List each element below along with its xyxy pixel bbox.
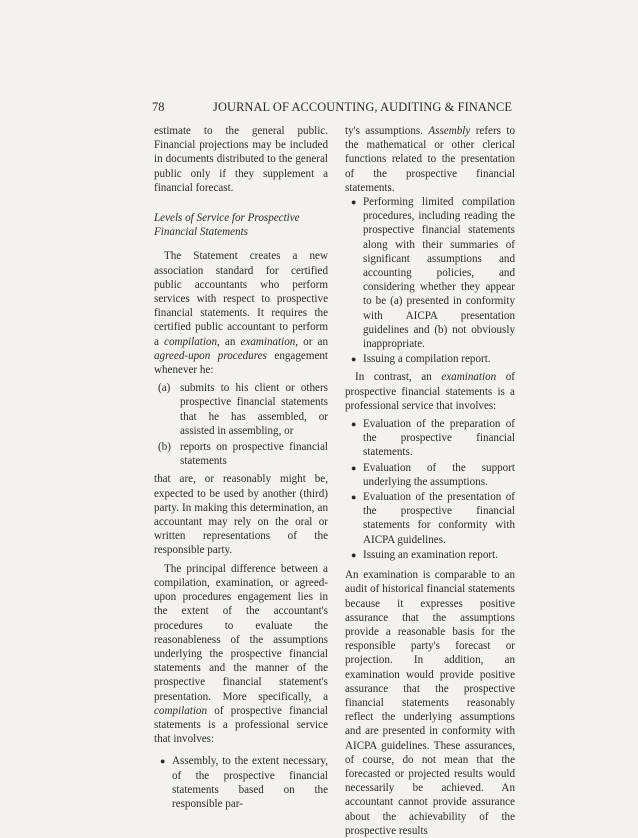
list-item: (a) submits to his client or others prospective financial statements that he has assembled, or assisted in assembling, or (158, 382, 328, 437)
lettered-list (154, 381, 328, 468)
bullet-icon: ● (351, 549, 357, 560)
running-header (152, 100, 512, 115)
bullet-icon: ● (351, 197, 357, 208)
list-item: ● Issuing an examination report. (351, 548, 498, 561)
section-subheading: Levels of Service for Prospective Financial Statements (154, 212, 300, 239)
term-compilation: compilation (154, 704, 207, 717)
list-item: ● Evaluation of the presentation of the prospective financial statements for conformity with AICPA guidelines. (351, 491, 515, 546)
list-item: ● Performing limited compilation procedures, including reading the prospective financial statements along with their summaries of significant assumptions and accounting policies, and considering whether they appear to be (a) presented in conformity with AICPA presentation guidelines and (b) not obviously inappropriate. (351, 196, 515, 351)
paragraph-4: The principal difference between a compilation, examination, or agreed-upon procedures engagement lies in the extent of the accountant's procedures to evaluate the reasonableness of the assumptions underlying the prospective financial statements and the manner of the prospective financial statement's presentation. More specifically, a compilation of prospective financial statements is a professional service that involves: (154, 562, 328, 746)
bullet-icon: ● (160, 756, 166, 767)
term-examination: examination (441, 371, 497, 384)
list-item: ● Evaluation of the support underlying the assumptions. (351, 461, 515, 488)
paragraph-2: The Statement creates a new association standard for certified public accountants who perform services with respect to prospective financial statements. It requires the certified public accountant to perform a compilation, an examination, or an agreed-upon procedures engagement whenever he: (154, 250, 329, 377)
paragraph-5: In contrast, an examination of prospective financial statements is a professional service that involves: (345, 371, 515, 412)
term-agreed-upon: agreed-upon procedures (154, 349, 267, 362)
list-item: (b) reports on prospective financial statements (158, 441, 328, 468)
list-item: ● Issuing a compilation report. (351, 353, 491, 366)
bullet-list (345, 195, 515, 366)
page-number: 78 (152, 100, 165, 114)
list-item: ● Evaluation of the preparation of the prospective financial statements. (351, 418, 515, 459)
paragraph-continued: ty's assumptions. Assembly refers to the mathematical or other clerical functions related to the presentation of the prospective financial statements. (345, 125, 515, 194)
bullet-icon: ● (351, 492, 357, 503)
term-assembly: Assembly (428, 125, 471, 137)
term-examination: examination, (240, 335, 299, 348)
bullet-icon: ● (351, 354, 357, 365)
paragraph-6: An examination is comparable to an audit of historical financial statements because it expresses positive assurance that the assumptions provide a reasonable basis for the responsible party's forecast or projection. In addition, an examination would provide positive assurance that the prospective financial statements reasonably reflect the underlying assumptions and are presented in conformity with AICPA guidelines. These assurances, of course, do not mean that the forecasted or projected results would necessarily be achieved. An accountant cannot provide assurance about the achievability of the prospective results (345, 569, 515, 837)
paragraph-3: that are, or reasonably might be, expected to be used by another (third) party. In making this determination, an accountant may rely on the oral or written representations of the responsible party. (154, 473, 328, 557)
bullet-list (345, 417, 515, 562)
bullet-icon: ● (351, 419, 357, 430)
journal-title: JOURNAL OF ACCOUNTING, AUDITING & FINANCE (213, 100, 512, 114)
term-compilation: compilation, (164, 335, 220, 348)
list-item: ● Assembly, to the extent necessary, of the prospective financial statements based on the responsible par- (160, 755, 328, 810)
paragraph-1: estimate to the general public. Financial projections may be included in documents distributed to the general public only if they supplement a financial forecast. (154, 125, 328, 194)
left-column (154, 124, 328, 812)
bullet-icon: ● (351, 462, 357, 473)
right-column (345, 124, 515, 838)
